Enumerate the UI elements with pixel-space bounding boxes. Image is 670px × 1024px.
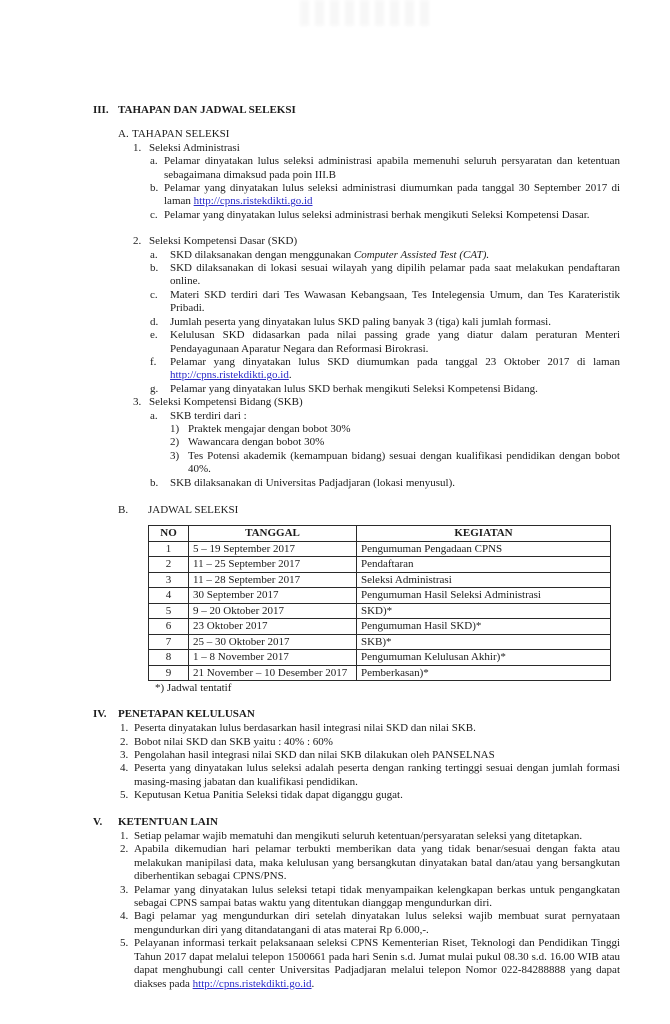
- table-row: [149, 650, 611, 666]
- item-text: Pengolahan hasil integrasi nilai SKD dan nilai SKB dilakukan oleh PANSELNAS: [134, 749, 495, 761]
- subitem-marker: 3): [170, 449, 180, 462]
- cell-tanggal: 5 – 19 September 2017: [189, 541, 357, 557]
- cpns-ristekdikti-link[interactable]: http://cpns.ristekdikti.go.id: [170, 369, 289, 382]
- table-header-row: [149, 526, 611, 542]
- group-2-title: Seleksi Kompetensi Dasar (SKD): [149, 235, 298, 248]
- section-5-items: [120, 830, 620, 991]
- item-marker: 4.: [120, 910, 129, 923]
- table-row: [149, 634, 611, 650]
- item-text-post: .: [288, 369, 292, 382]
- group-3-title: Seleksi Kompetensi Bidang (SKB): [149, 396, 303, 409]
- table-row: [149, 572, 611, 588]
- item-text: Materi SKD terdiri dari Tes Wawasan Kebangsaan, Tes Intelegensia Umum, dan Tes Karateristik Pribadi.: [170, 288, 620, 315]
- subsection-a-heading: [118, 128, 620, 141]
- cell-tanggal: 11 – 25 September 2017: [189, 557, 357, 573]
- cell-no: 7: [149, 634, 189, 650]
- section-4-heading: [93, 708, 620, 721]
- table-row: [149, 541, 611, 557]
- item-marker: g.: [150, 382, 159, 395]
- cell-tanggal: 25 – 30 Oktober 2017: [189, 634, 357, 650]
- group-1-number: 1.: [133, 141, 142, 154]
- item-text: Bobot nilai SKD dan SKB yaitu : 40% : 60%: [134, 735, 333, 748]
- table-row: [149, 603, 611, 619]
- list-subitem: [170, 423, 620, 436]
- subsection-b-letter: B.: [118, 503, 129, 516]
- section-5-title: KETENTUAN LAIN: [118, 815, 218, 828]
- cell-kegiatan: Pengumuman Hasil SKD)*: [357, 619, 611, 635]
- item-text: Bagi pelamar yag mengundurkan diri setelah dinyatakan lulus seleksi wajib membuat surat pernyataan mengundurkan diri yang ditandatangani di atas materai Rp 6.000,-.: [134, 910, 620, 936]
- list-item: [120, 910, 620, 937]
- item-text-pre: SKD dilaksanakan dengan menggunakan: [170, 248, 354, 261]
- list-item: [120, 736, 620, 749]
- list-item: [120, 830, 620, 843]
- subitem-text: Wawancara dengan bobot 30%: [188, 436, 325, 449]
- item-text: [170, 249, 620, 262]
- item-text-pre: Pelamar yang dinyatakan lulus seleksi administrasi diumumkan pada tanggal 30 September 2017 di laman: [164, 182, 620, 208]
- item-text: Pelamar yang dinyatakan lulus seleksi administrasi berhak mengikuti Seleksi Kompetensi Dasar.: [164, 208, 590, 221]
- item-marker: b.: [150, 476, 159, 489]
- cell-no: 1: [149, 541, 189, 557]
- group-3-number: 3.: [133, 396, 142, 409]
- cell-no: 2: [149, 557, 189, 573]
- item-marker: 2.: [120, 735, 129, 748]
- item-text: [134, 937, 620, 991]
- group-2-items: [150, 249, 620, 396]
- section-4-number: IV.: [93, 707, 107, 720]
- list-item: [120, 722, 620, 735]
- cell-no: 8: [149, 650, 189, 666]
- subsection-a-title: TAHAPAN SELEKSI: [132, 128, 230, 141]
- item-text: [170, 356, 620, 383]
- item-text: Jumlah peserta yang dinyatakan lulus SKD paling banyak 3 (tiga) kali jumlah formasi.: [170, 315, 551, 328]
- item-text-pre: Pelamar yang dinyatakan lulus SKD diumumkan pada tanggal 23 Oktober 2017 di laman: [170, 355, 620, 368]
- item-marker: 4.: [120, 762, 129, 775]
- cpns-ristekdikti-link[interactable]: http://cpns.ristekdikti.go.id: [193, 195, 313, 208]
- section-4: [93, 708, 620, 803]
- item-text-post: .: [311, 977, 315, 990]
- schedule-table-wrap: [148, 525, 620, 681]
- item-marker: d.: [150, 315, 159, 328]
- section-5-heading: [93, 816, 620, 829]
- document-content: [93, 104, 620, 991]
- list-item: [120, 843, 620, 883]
- list-item: [120, 884, 620, 911]
- table-row: [149, 557, 611, 573]
- cell-no: 5: [149, 603, 189, 619]
- subitem-marker: 1): [170, 422, 180, 435]
- item-text: Pelamar dinyatakan lulus seleksi administrasi apabila memenuhi seluruh persyaratan dan ketentuan sebagaimana dimaksud pada poin III.B: [164, 155, 620, 181]
- item-marker: f.: [150, 355, 157, 368]
- cell-kegiatan: Pengumuman Kelulusan Akhir)*: [357, 650, 611, 666]
- cell-tanggal: 11 – 28 September 2017: [189, 572, 357, 588]
- group-3-subitems: [170, 423, 620, 477]
- cell-tanggal: 21 November – 10 Desember 2017: [189, 665, 357, 681]
- subsection-a-letter: A.: [118, 128, 129, 141]
- list-item: [150, 249, 620, 262]
- item-text: Peserta yang dinyatakan lulus seleksi adalah peserta dengan ranking tertinggi sesuai dengan jumlah formasi masing-masing jabatan dan kualifikasi pendidikan.: [134, 762, 620, 788]
- table-row: [149, 665, 611, 681]
- item-text: Apabila dikemudian hari pelamar terbukti memberikan data yang tidak benar/sesuai dengan fakta atau melakukan manipilasi data, maka kelulusan yang bersangkutan dinyatakan batal dan/atau yang bersangkutan diberhentikan sebagai CPNS/PNS.: [134, 843, 620, 883]
- cell-no: 9: [149, 665, 189, 681]
- list-item: [150, 289, 620, 316]
- group-2-title-row: [133, 235, 620, 248]
- section-4-items: [120, 722, 620, 802]
- item-text: Keputusan Ketua Panitia Seleksi tidak dapat diganggu gugat.: [134, 789, 403, 802]
- schedule-table: [148, 525, 611, 681]
- item-marker: a.: [150, 409, 158, 422]
- cell-tanggal: 23 Oktober 2017: [189, 619, 357, 635]
- table-footnote: *) Jadwal tentatif: [155, 682, 232, 695]
- item-text: Pelamar yang dinyatakan lulus seleksi tetapi tidak menyampaikan kelengkapan berkas untuk pengangkatan sebagai CPNS sampai batas waktu yang ditentukan dianggap mengundurkan diri.: [134, 883, 620, 910]
- list-item: [120, 762, 620, 789]
- cell-tanggal: 1 – 8 November 2017: [189, 650, 357, 666]
- list-item: [150, 356, 620, 383]
- col-header-tanggal: TANGGAL: [189, 526, 357, 542]
- cell-tanggal: 9 – 20 Oktober 2017: [189, 603, 357, 619]
- list-item: [120, 789, 620, 802]
- list-subitem: [170, 450, 620, 477]
- item-marker: 1.: [120, 722, 129, 735]
- item-marker: b.: [150, 182, 159, 195]
- item-marker: 1.: [120, 830, 129, 843]
- scan-artifact: [300, 0, 435, 26]
- subitem-text: Praktek mengajar dengan bobot 30%: [188, 422, 351, 435]
- group-2-number: 2.: [133, 235, 142, 248]
- cell-kegiatan: SKD)*: [357, 603, 611, 619]
- group-1-items: [150, 155, 620, 222]
- cell-kegiatan: Seleksi Administrasi: [357, 572, 611, 588]
- list-item: [120, 937, 620, 991]
- list-item: [150, 262, 620, 289]
- cell-no: 6: [149, 619, 189, 635]
- group-1-title: Seleksi Administrasi: [149, 141, 240, 154]
- section-5: [93, 816, 620, 991]
- section-3-number: III.: [93, 104, 109, 116]
- list-item: [150, 383, 620, 396]
- item-marker: b.: [150, 262, 159, 275]
- list-item: [120, 749, 620, 762]
- section-4-title: PENETAPAN KELULUSAN: [118, 707, 255, 720]
- cell-kegiatan: SKB)*: [357, 634, 611, 650]
- list-item: [150, 477, 620, 490]
- cell-kegiatan: Pemberkasan)*: [357, 665, 611, 681]
- subitem-text: Tes Potensi akademik (kemampuan bidang) sesuai dengan kualifikasi pendidikan dengan bobot 40%.: [188, 449, 620, 476]
- group-1-title-row: [133, 142, 620, 155]
- list-item: [150, 155, 620, 182]
- item-marker: c.: [150, 208, 158, 221]
- item-text: [164, 182, 620, 209]
- cell-no: 4: [149, 588, 189, 604]
- item-text: SKB dilaksanakan di Universitas Padjadjaran (lokasi menyusul).: [170, 476, 456, 489]
- item-marker: c.: [150, 288, 158, 301]
- subsection-b-heading: [118, 504, 620, 517]
- group-3-items: [150, 410, 620, 423]
- col-header-kegiatan: KEGIATAN: [357, 526, 611, 542]
- section-3-title: TAHAPAN DAN JADWAL SELEKSI: [118, 104, 296, 116]
- cell-kegiatan: Pengumuman Hasil Seleksi Administrasi: [357, 588, 611, 604]
- item-marker: e.: [150, 329, 158, 342]
- list-item: [150, 182, 620, 209]
- cell-kegiatan: Pendaftaran: [357, 557, 611, 573]
- section-3-heading: [93, 104, 620, 117]
- item-text-pre: Pelayanan informasi terkait pelaksanaan seleksi CPNS Kementerian Riset, Teknologi dan Pendidikan Tinggi Tahun 2017 dapat melalui telepon 1500661 pada hari Senin s.d. Jumat mulai pukul 08.30 s.d. 16.00 WIB atau dapat menghubungi call center Universitas Padjadjaran melalui telepon Nomor 022-84288888 yang dapat diakses pada: [134, 937, 620, 990]
- subitem-marker: 2): [170, 436, 180, 449]
- table-row: [149, 588, 611, 604]
- cpns-ristekdikti-link[interactable]: http://cpns.ristekdikti.go.id: [192, 977, 312, 990]
- list-subitem: [170, 436, 620, 449]
- cell-tanggal: 30 September 2017: [189, 588, 357, 604]
- item-marker: a.: [150, 155, 158, 168]
- list-item: [150, 329, 620, 356]
- item-marker: 3.: [120, 883, 129, 896]
- cell-no: 3: [149, 572, 189, 588]
- section-5-number: V.: [93, 815, 103, 828]
- table-row: [149, 619, 611, 635]
- item-marker: 5.: [120, 937, 129, 950]
- item-text: SKB terdiri dari :: [170, 409, 247, 422]
- item-text: SKD dilaksanakan di lokasi sesuai wilayah yang dipilih pelamar pada saat melakukan pendaftaran online.: [170, 262, 620, 288]
- col-header-no: NO: [149, 526, 189, 542]
- group-3-title-row: [133, 396, 620, 409]
- item-text: Pelamar yang dinyatakan lulus SKD berhak mengikuti Seleksi Kompetensi Bidang.: [170, 382, 538, 395]
- item-marker: 3.: [120, 749, 129, 761]
- group-3-items-b: [150, 477, 620, 490]
- list-item: [150, 410, 620, 423]
- item-text-italic: Computer Assisted Test (CAT).: [353, 248, 490, 261]
- item-text: Setiap pelamar wajib mematuhi dan mengikuti seluruh ketentuan/persyaratan seleksi yang ditetapkan.: [134, 830, 583, 843]
- list-item: [150, 316, 620, 329]
- item-marker: a.: [150, 248, 158, 261]
- cell-kegiatan: Pengumuman Pengadaan CPNS: [357, 541, 611, 557]
- item-text: Peserta dinyatakan lulus berdasarkan hasil integrasi nilai SKD dan nilai SKB.: [134, 722, 476, 735]
- item-text: Kelulusan SKD didasarkan pada nilai passing grade yang diatur dalam peraturan Menteri Pendayagunaan Aparatur Negara dan Reformasi Birokrasi.: [170, 329, 620, 355]
- subsection-b-title: JADWAL SELEKSI: [148, 503, 239, 516]
- item-marker: 2.: [120, 843, 129, 856]
- list-item: [150, 209, 620, 222]
- item-marker: 5.: [120, 789, 129, 802]
